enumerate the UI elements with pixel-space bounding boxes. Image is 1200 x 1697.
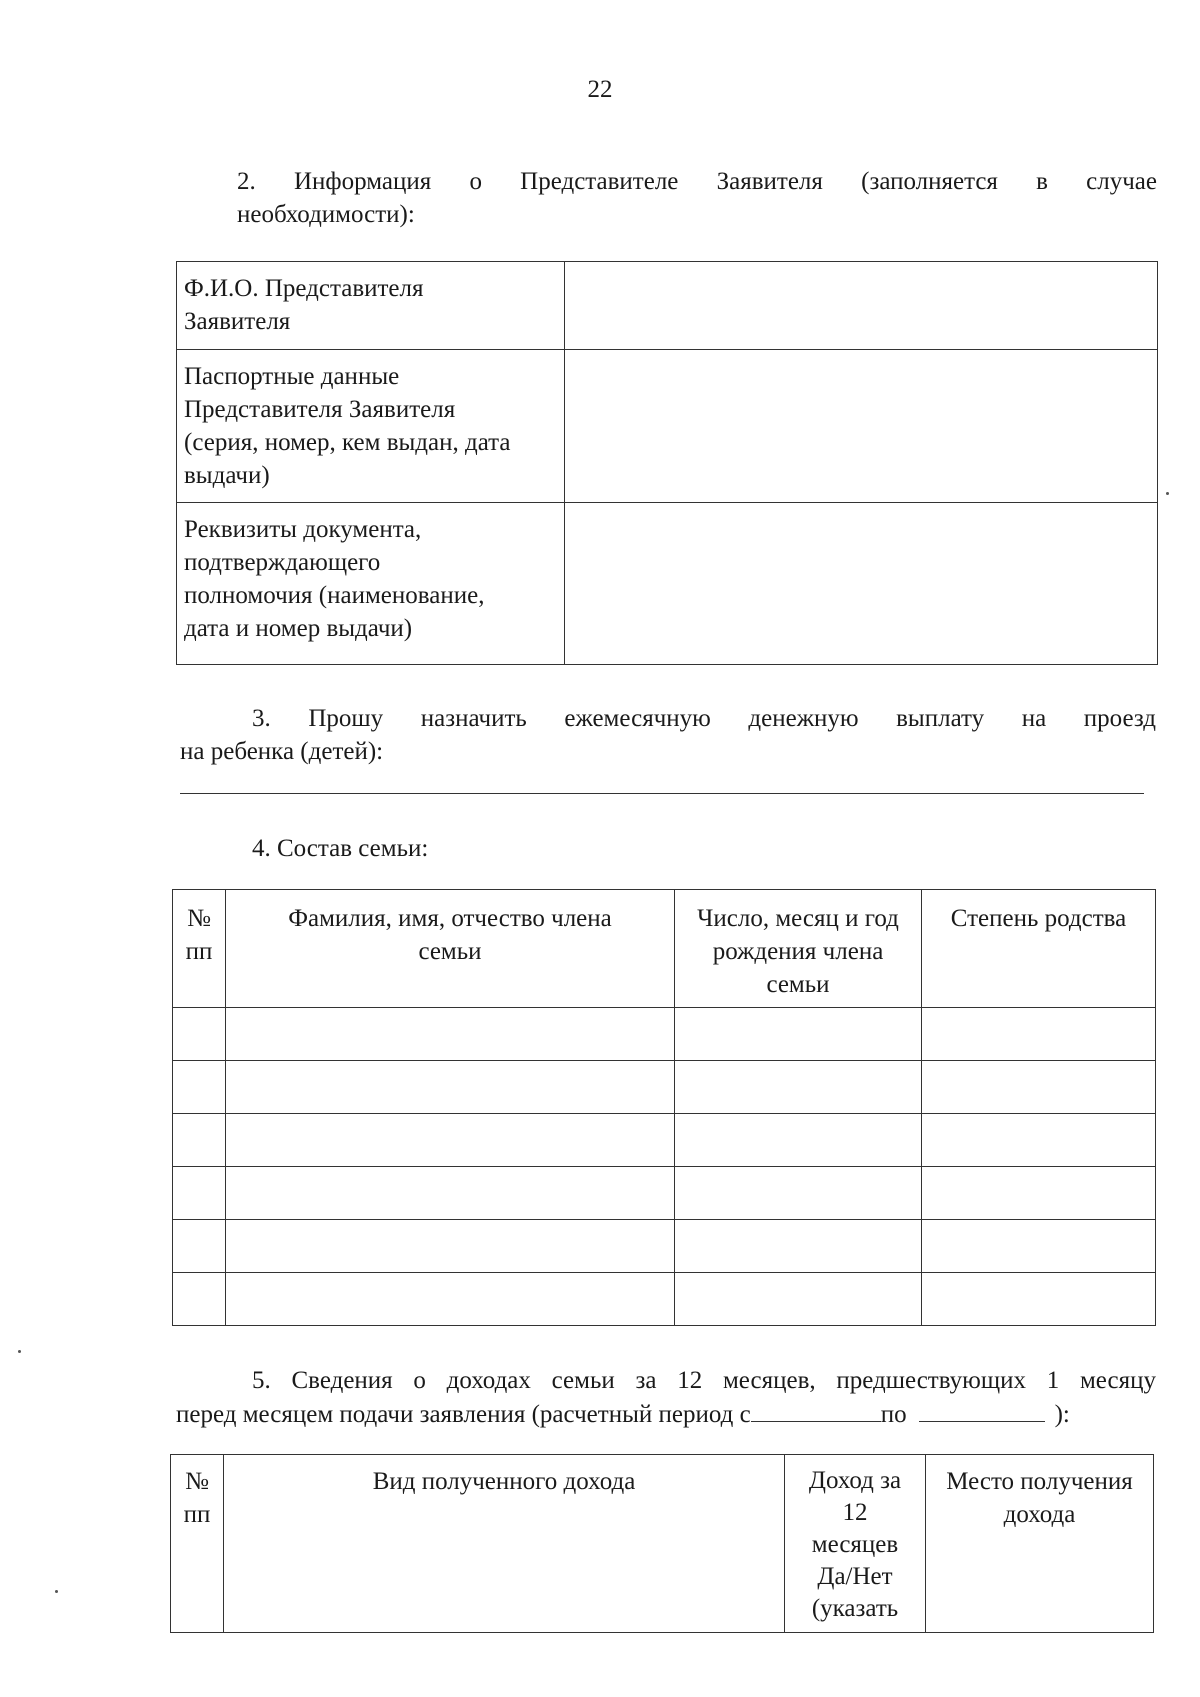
label-line: (серия, номер, кем выдан, дата xyxy=(184,429,511,456)
cell[interactable] xyxy=(922,1061,1156,1114)
label-line: Представителя Заявителя xyxy=(184,396,456,423)
label-line: выдачи) xyxy=(184,462,270,489)
header-line: Степень родства xyxy=(950,905,1127,932)
family-composition-table xyxy=(172,889,1156,1326)
header-line: Да/Нет xyxy=(817,1563,893,1590)
header-full-name xyxy=(226,890,675,1008)
section-5-paragraph-cont xyxy=(176,1397,1166,1431)
representative-info-table xyxy=(176,261,1158,665)
page-number: 22 xyxy=(587,76,613,103)
header-line: № xyxy=(187,905,211,932)
rep-passport-label xyxy=(177,350,565,503)
rep-authority-doc-field[interactable] xyxy=(565,503,1158,665)
header-line: 12 xyxy=(842,1499,868,1526)
scan-speck xyxy=(18,1350,21,1353)
label-line: Реквизиты документа, xyxy=(184,516,422,543)
section-3-line-2: на ребенка (детей): xyxy=(180,738,384,765)
header-line: семьи xyxy=(418,938,482,965)
section-5-line-2c: ): xyxy=(1054,1401,1070,1428)
cell[interactable] xyxy=(173,1061,226,1114)
header-relationship xyxy=(922,890,1156,1008)
section-5-paragraph xyxy=(252,1364,1156,1397)
cell[interactable] xyxy=(226,1167,675,1220)
table-header-row xyxy=(171,1455,1154,1633)
header-line: месяцев xyxy=(811,1531,899,1558)
cell[interactable] xyxy=(675,1008,922,1061)
cell[interactable] xyxy=(173,1167,226,1220)
period-to-field[interactable] xyxy=(919,1397,1045,1422)
cell[interactable] xyxy=(922,1273,1156,1326)
header-number xyxy=(171,1455,224,1633)
cell[interactable] xyxy=(675,1114,922,1167)
cell[interactable] xyxy=(226,1061,675,1114)
cell[interactable] xyxy=(675,1220,922,1273)
header-line: № xyxy=(185,1468,209,1495)
header-line: рождения члена xyxy=(712,938,884,965)
cell[interactable] xyxy=(173,1114,226,1167)
cell[interactable] xyxy=(226,1008,675,1061)
cell[interactable] xyxy=(675,1061,922,1114)
header-line: Фамилия, имя, отчество члена xyxy=(288,905,612,932)
cell[interactable] xyxy=(922,1220,1156,1273)
children-fill-line[interactable] xyxy=(180,793,1144,794)
cell[interactable] xyxy=(922,1114,1156,1167)
header-line: пп xyxy=(185,938,213,965)
section-2-line-2: необходимости): xyxy=(237,201,415,228)
header-line: (указать xyxy=(811,1595,899,1622)
header-line: пп xyxy=(183,1501,211,1528)
table-row xyxy=(177,262,1158,350)
header-line: дохода xyxy=(1003,1501,1076,1528)
table-row xyxy=(173,1061,1156,1114)
rep-name-field[interactable] xyxy=(565,262,1158,350)
label-line: Паспортные данные xyxy=(184,363,400,390)
label-line: Ф.И.О. Представителя xyxy=(184,275,424,302)
table-row xyxy=(173,1273,1156,1326)
cell[interactable] xyxy=(226,1114,675,1167)
section-5-line-2a: перед месяцем подачи заявления (расчетный период с xyxy=(176,1401,751,1428)
label-line: дата и номер выдачи) xyxy=(184,615,413,642)
table-row xyxy=(173,1114,1156,1167)
section-5-line-2b: по xyxy=(880,1401,907,1428)
label-line: полномочия (наименование, xyxy=(184,582,485,609)
period-from-field[interactable] xyxy=(751,1397,881,1422)
cell[interactable] xyxy=(922,1008,1156,1061)
header-line: семьи xyxy=(766,971,830,998)
cell[interactable] xyxy=(226,1273,675,1326)
section-5-line-1: 5. Сведения о доходах семьи за 12 месяцев, предшествующих 1 месяцу xyxy=(252,1367,1156,1394)
section-3-line-1: 3. Прошу назначить ежемесячную денежную выплату на проезд xyxy=(252,705,1156,732)
rep-passport-field[interactable] xyxy=(565,350,1158,503)
header-income-type xyxy=(224,1455,785,1633)
header-income-place xyxy=(926,1455,1154,1633)
section-2-heading xyxy=(237,165,1157,198)
header-line: Число, месяц и год xyxy=(697,905,899,932)
table-row xyxy=(173,1167,1156,1220)
section-2-line-1: 2. Информация о Представителе Заявителя (заполняется в случае xyxy=(237,168,1157,195)
section-3-paragraph xyxy=(252,702,1156,735)
income-table xyxy=(170,1454,1154,1633)
header-line: Доход за xyxy=(808,1467,902,1494)
table-row xyxy=(173,1220,1156,1273)
label-line: Заявителя xyxy=(184,308,291,335)
rep-name-label xyxy=(177,262,565,350)
label-line: подтверждающего xyxy=(184,549,381,576)
section-2-heading-cont xyxy=(237,198,1157,231)
cell[interactable] xyxy=(922,1167,1156,1220)
section-4-title-text: 4. Состав семьи: xyxy=(252,835,429,862)
cell[interactable] xyxy=(675,1167,922,1220)
header-number xyxy=(173,890,226,1008)
header-income-12-months xyxy=(785,1455,926,1633)
header-birth-date xyxy=(675,890,922,1008)
section-3-paragraph-cont xyxy=(180,735,1084,768)
cell[interactable] xyxy=(675,1273,922,1326)
scan-speck xyxy=(1166,492,1169,495)
table-row xyxy=(177,350,1158,503)
table-row xyxy=(177,503,1158,665)
rep-authority-doc-label xyxy=(177,503,565,665)
header-line: Место получения xyxy=(946,1468,1133,1495)
cell[interactable] xyxy=(173,1008,226,1061)
table-row xyxy=(173,1008,1156,1061)
header-line: Вид полученного дохода xyxy=(372,1468,636,1495)
cell[interactable] xyxy=(173,1220,226,1273)
scan-speck xyxy=(55,1590,58,1593)
section-4-title xyxy=(252,832,852,865)
table-header-row xyxy=(173,890,1156,1008)
cell[interactable] xyxy=(173,1273,226,1326)
cell[interactable] xyxy=(226,1220,675,1273)
